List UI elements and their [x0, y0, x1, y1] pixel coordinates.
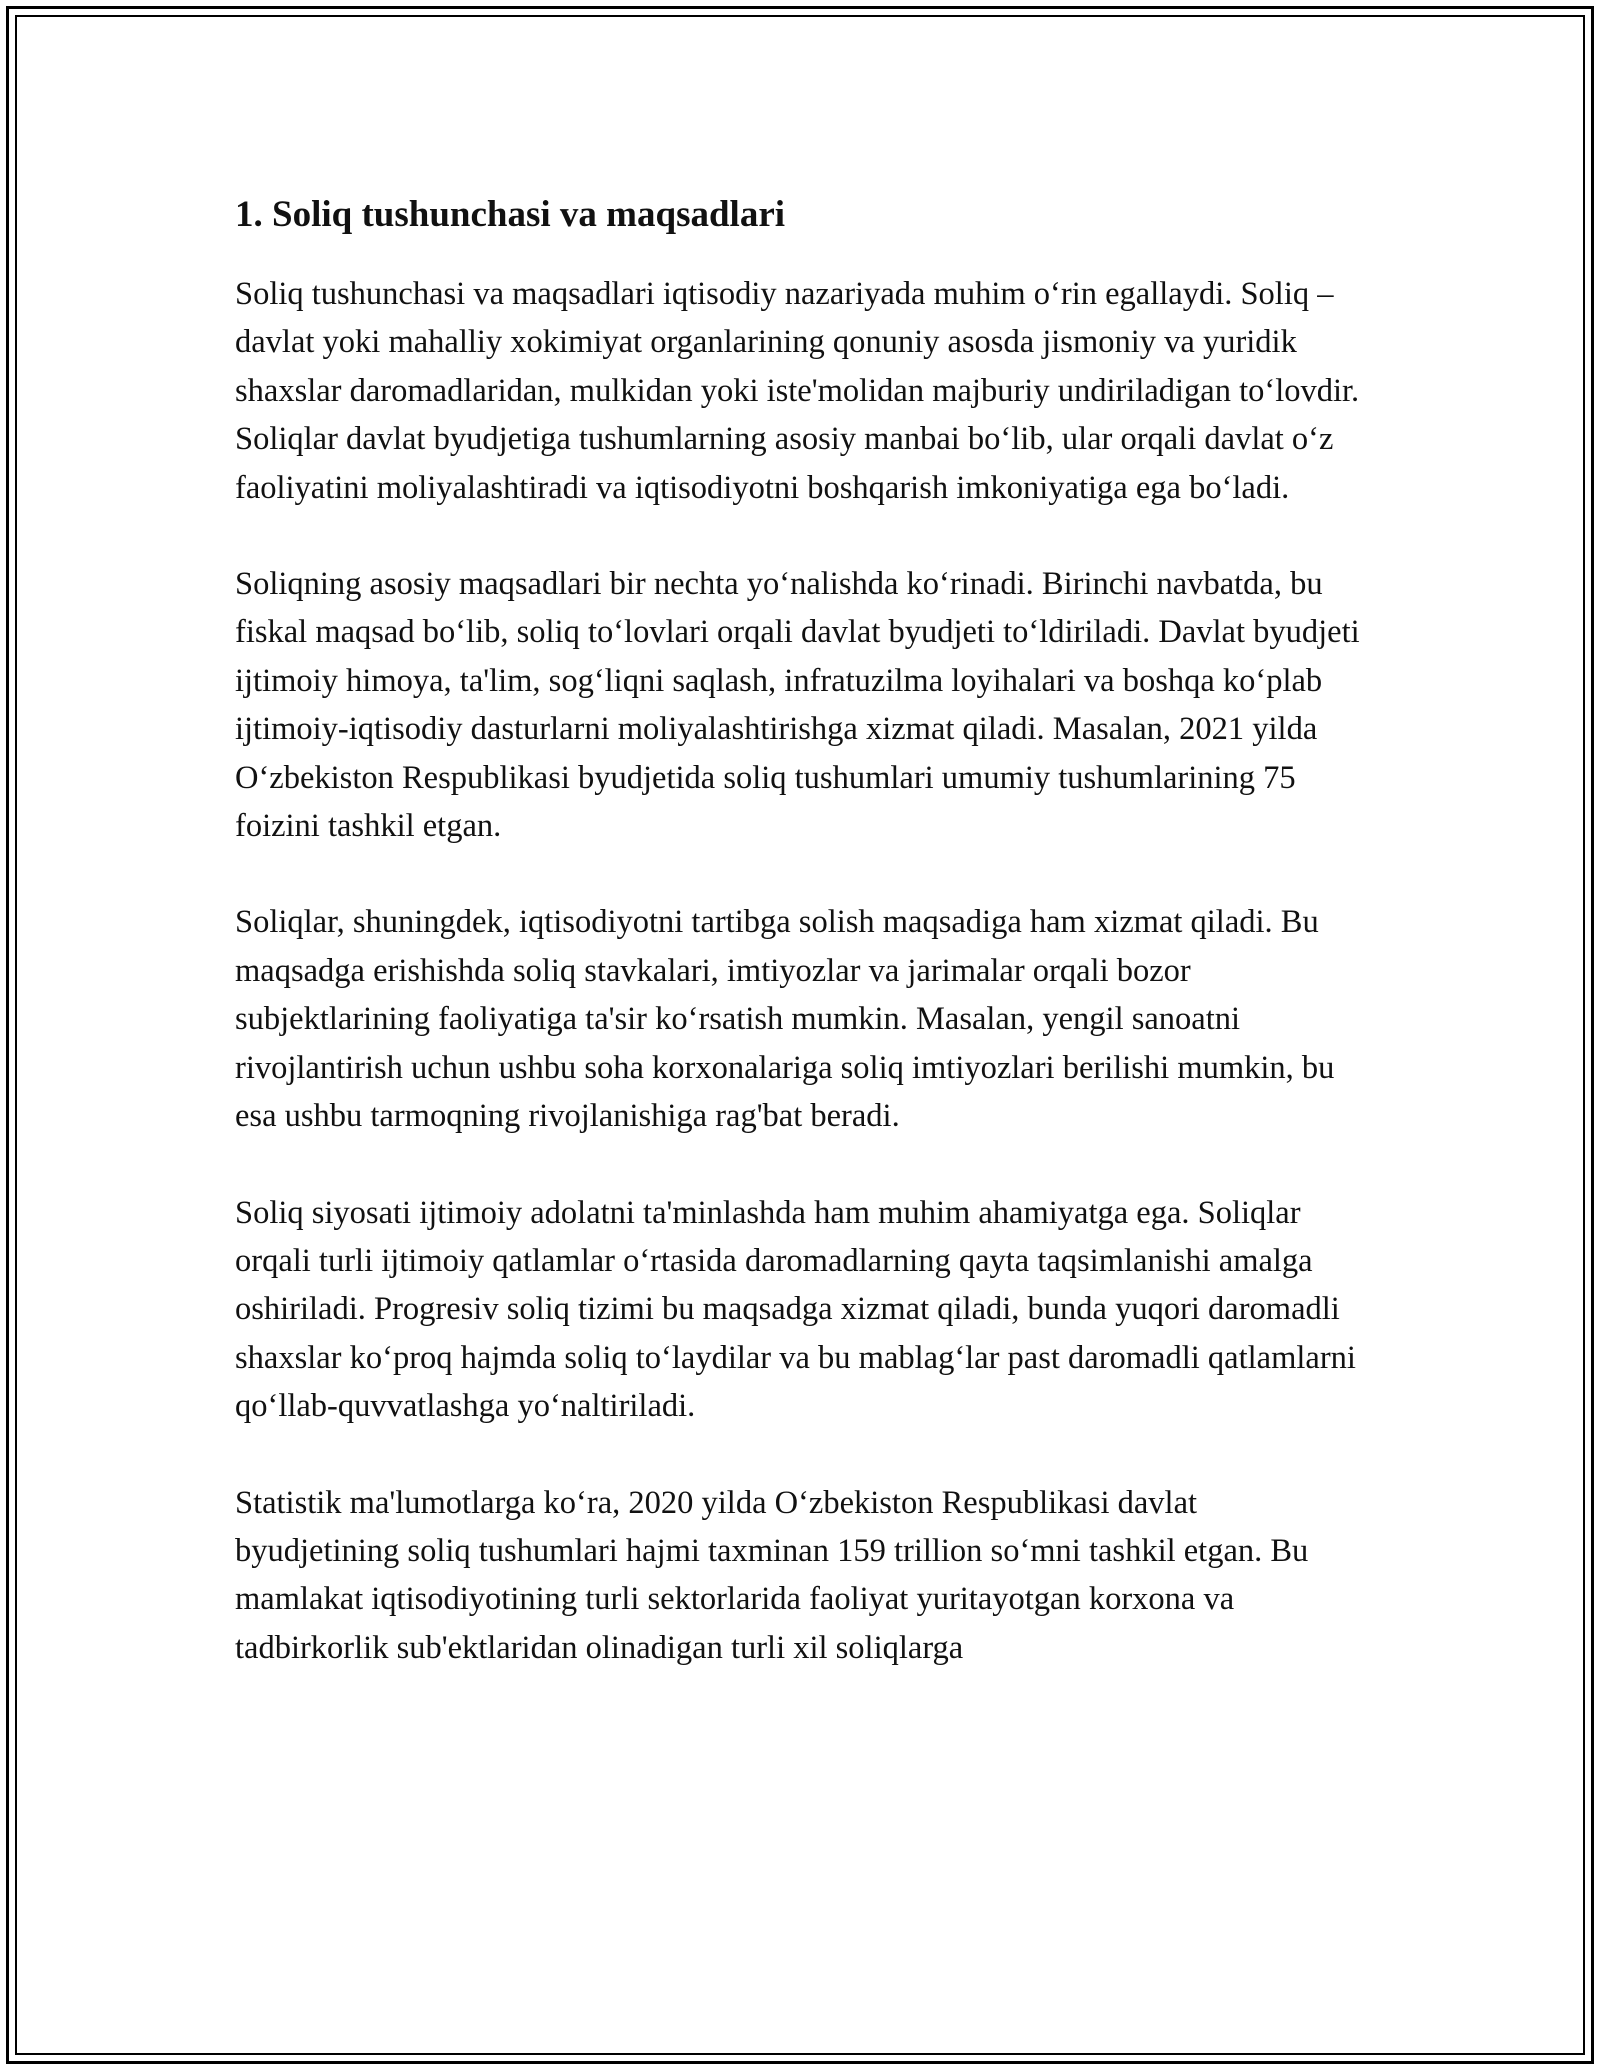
- section-heading: 1. Soliq tushunchasi va maqsadlari: [235, 194, 786, 235]
- paragraph-3: Soliqlar, shuningdek, iqtisodiyotni tartibga solish maqsadiga ham xizmat qiladi. Bu maqsadga erishishda soliq stavkalari, imtiyozlar va jarimalar orqali bozor subjektlarining faoliyatiga ta'sir ko‘rsatish mumkin. Masalan, yengil sanoatni rivojlantirish uchun ushbu soha korxonalariga soliq imtiyozlari berilishi mumkin, bu esa ushbu tarmoqning rivojlanishiga rag'bat beradi.: [235, 904, 1335, 1135]
- paragraph-5: Statistik ma'lumotlarga ko‘ra, 2020 yilda O‘zbekiston Respublikasi davlat byudjetining soliq tushumlari hajmi taxminan 159 trillion so‘mni tashkil etgan. Bu mamlakat iqtisodiyotining turli sektorlarida faoliyat yuritayotgan korxona va tadbirkorlik sub'ektlaridan olinadigan turli xil soliqlarga: [235, 1484, 1309, 1666]
- paragraph-2: Soliqning asosiy maqsadlari bir nechta yo‘nalishda ko‘rinadi. Birinchi navbatda, bu fiskal maqsad bo‘lib, soliq to‘lovlari orqali davlat byudjeti to‘ldiriladi. Davlat byudjeti ijtimoiy himoya, ta'lim, sog‘liqni saqlash, infratuzilma loyihalari va boshqa ko‘plab ijtimoiy-iqtisodiy dasturlarni moliyalashtirishga xizmat qiladi. Masalan, 2021 yilda O‘zbekiston Respublikasi byudjetida soliq tushumlari umumiy tushumlarining 75 foizini tashkil etgan.: [235, 566, 1360, 845]
- paragraph-1: Soliq tushunchasi va maqsadlari iqtisodiy nazariyada muhim o‘rin egallaydi. Soliq – davlat yoki mahalliy xokimiyat organlarining qonuniy asosda jismoniy va yuridik shaxslar daromadlaridan, mulkidan yoki iste'molidan majburiy undiriladigan to‘lovdir. Soliqlar davlat byudjetiga tushumlarning asosiy manbai bo‘lib, ular orqali davlat o‘z faoliyatini moliyalashtiradi va iqtisodiyotni boshqarish imkoniyatiga ega bo‘ladi.: [235, 276, 1360, 506]
- paragraph-4: Soliq siyosati ijtimoiy adolatni ta'minlashda ham muhim ahamiyatga ega. Soliqlar orqali turli ijtimoiy qatlamlar o‘rtasida daromadlarning qayta taqsimlanishi amalga oshiriladi. Progresiv soliq tizimi bu maqsadga xizmat qiladi, bunda yuqori daromadli shaxslar ko‘proq hajmda soliq to‘laydilar va bu mablag‘lar past daromadli qatlamlarni qo‘llab-quvvatlashga yo‘naltiriladi.: [235, 1194, 1356, 1425]
- document-body: [235, 190, 1365, 1672]
